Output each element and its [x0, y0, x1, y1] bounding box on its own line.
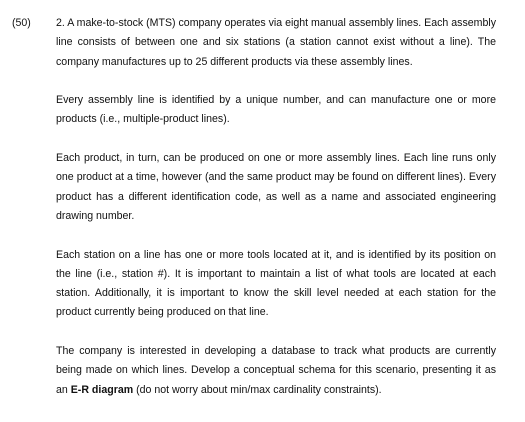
point-value: (50): [12, 17, 31, 29]
question-number: 2.: [56, 17, 65, 29]
er-diagram-emphasis: E-R diagram: [70, 383, 134, 396]
paragraph-5-text-before: The company is interested in developing a database to track what products are currently being made on which lines. Develop a conceptual schema for this scenario, presenting it as an: [56, 345, 496, 396]
paragraph-4: Each station on a line has one or more tools located at it, and is identified by its position on the line (i.e., station #). It is important to maintain a list of what tools are located at each station. Additionally, it is important to know the skill level needed at each station for the product currently being produced on that line.: [56, 248, 496, 319]
paragraph-3: Each product, in turn, can be produced on one or more assembly lines. Each line runs only one product at a time, however (and the same product may be found on different lines). Every product has a different identification code, as well as a name and associated engineering drawing number.: [56, 152, 496, 222]
paragraph-1-text: A make-to-stock (MTS) company operates via eight manual assembly lines. Each assembly line consists of between one and six stations (a station cannot exist without a line). The company manufactures up to 25 different products via these assembly lines.: [56, 17, 496, 68]
paragraph-2: Every assembly line is identified by a unique number, and can manufacture one or more products (i.e., multiple-product lines).: [56, 94, 496, 126]
paragraph-5: [56, 342, 496, 400]
question-body: [56, 14, 496, 419]
paragraph-1: [56, 14, 496, 72]
paragraph-5-text-after: (do not worry about min/max cardinality constraints).: [133, 383, 382, 396]
